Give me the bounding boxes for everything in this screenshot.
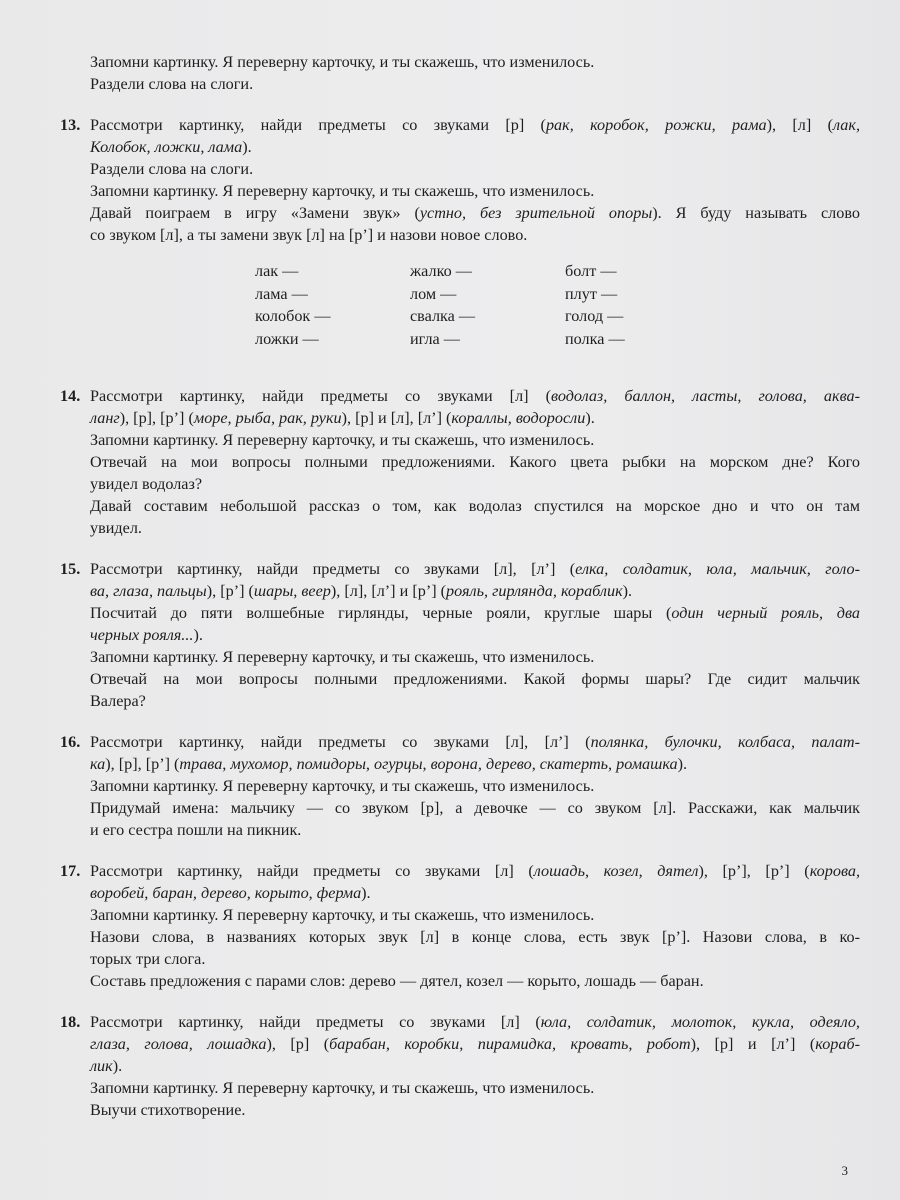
word-column-3 — [565, 260, 625, 350]
word-item: лом — — [410, 284, 457, 303]
exercise-number: 13. — [60, 116, 81, 134]
exercise-17 — [60, 860, 860, 992]
exercise-line: Валера? — [90, 692, 146, 710]
word-item: колобок — — [255, 307, 331, 325]
exercise-line: Запомни картинку. Я переверну карточку, и ты скажешь, что изменилось. — [90, 431, 595, 449]
exercise-line: Отвечай на мои вопросы полными предложениями. Какой формы шары? Где сидит мальчик — [90, 670, 860, 688]
word-table — [90, 260, 860, 366]
page-number: 3 — [841, 1163, 848, 1178]
exercise-line: ланг), [р], [р’] (море, рыба, рак, руки), [р] и [л], [л’] (кораллы, водоросли). — [90, 409, 595, 427]
word-item: игла — — [410, 329, 460, 348]
exercise-line: Отвечай на мои вопросы полными предложениями. Какого цвета рыбки на морском дне? Кого — [90, 453, 860, 471]
exercise-line: Рассмотри картинку, найди предметы со звуками [л] (юла, солдатик, молоток, кукла, одеяло, — [90, 1013, 860, 1031]
exercise-line: ка), [р], [р’] (трава, мухомор, помидоры, огурцы, ворона, дерево, скатерть, ромашка). — [90, 755, 688, 773]
exercise-line: Назови слова, в названиях которых звук [л] в конце слова, есть звук [р’]. Назови слова, в ко- — [90, 928, 860, 946]
exercise-line: глаза, голова, лошадка), [р] (барабан, коробки, пирамидка, кровать, робот), [р] и [л’] (кораб- — [90, 1035, 861, 1053]
page-text — [60, 51, 861, 1121]
exercise-line: Колобок, ложки, лама). — [90, 138, 252, 156]
exercise-line: увидел водолаз? — [90, 475, 203, 493]
exercise-line: Запомни картинку. Я переверну карточку, и ты скажешь, что изменилось. — [90, 906, 595, 924]
exercise-13 — [60, 114, 860, 366]
exercise-number: 18. — [60, 1013, 81, 1031]
exercise-line: Раздели слова на слоги. — [90, 160, 254, 178]
word-item: жалко — — [410, 262, 472, 280]
exercise-line: со звуком [л], а ты замени звук [л] на [р’] и назови новое слово. — [90, 226, 528, 244]
word-item: полка — — [565, 329, 625, 348]
exercise-line: Рассмотри картинку, найди предметы со звуками [л], [л’] (елка, солдатик, юла, мальчик, голо- — [90, 560, 861, 578]
word-item: лак — — [255, 262, 299, 280]
exercise-18 — [60, 1011, 861, 1121]
intro-line-1: Запомни картинку. Я переверну карточку, и ты скажешь, что изменилось. — [90, 53, 595, 71]
exercise-line: лик). — [90, 1057, 123, 1075]
word-item: лама — — [255, 284, 308, 303]
exercise-line: Давай составим небольшой рассказ о том, как водолаз спустился на морское дно и что он там — [90, 497, 860, 515]
exercise-line: Посчитай до пяти волшебные гирлянды, черные рояли, круглые шары (один черный рояль, два — [90, 604, 861, 622]
word-column-2 — [410, 260, 475, 350]
exercise-line: ва, глаза, пальцы), [р’] (шары, веер), [л], [л’] и [р’] (рояль, гирлянда, кораблик). — [90, 582, 633, 600]
exercise-line: и его сестра пошли на пикник. — [90, 821, 302, 839]
word-item: плут — — [565, 284, 618, 303]
exercise-line: увидел. — [90, 519, 142, 537]
exercise-line: воробей, баран, дерево, корыто, ферма). — [90, 884, 371, 902]
exercise-line: торых три слога. — [90, 950, 206, 968]
exercise-number: 14. — [60, 387, 81, 405]
exercise-line: черных рояля...). — [90, 626, 203, 644]
word-item: болт — — [565, 262, 617, 280]
exercise-14 — [60, 385, 860, 539]
exercise-line: Запомни картинку. Я переверну карточку, и ты скажешь, что изменилось. — [90, 1079, 595, 1097]
exercise-line: Рассмотри картинку, найди предметы со звуками [л] (водолаз, баллон, ласты, голова, аква- — [90, 387, 860, 405]
exercise-line: Рассмотри картинку, найди предметы со звуками [л], [л’] (полянка, булочки, колбаса, палат- — [90, 733, 860, 751]
exercise-line: Запомни картинку. Я переверну карточку, и ты скажешь, что изменилось. — [90, 777, 595, 795]
word-item: ложки — — [255, 329, 319, 348]
exercise-line: Запомни картинку. Я переверну карточку, и ты скажешь, что изменилось. — [90, 648, 595, 666]
exercise-number: 16. — [60, 733, 81, 751]
word-column-1 — [255, 260, 331, 350]
exercise-line: Составь предложения с парами слов: дерево — дятел, козел — корыто, лошадь — баран. — [90, 972, 704, 990]
intro-line-2: Раздели слова на слоги. — [90, 75, 254, 93]
exercise-line: Запомни картинку. Я переверну карточку, и ты скажешь, что изменилось. — [90, 182, 595, 200]
word-item: голод — — [565, 307, 624, 325]
exercise-line: Рассмотри картинку, найди предметы со звуками [л] (лошадь, козел, дятел), [р’], [р’] (корова, — [90, 862, 860, 880]
exercise-16 — [60, 731, 860, 841]
word-item: свалка — — [410, 307, 476, 325]
exercise-line: Рассмотри картинку, найди предметы со звуками [р] (рак, коробок, рожки, рама), [л] (лак, — [90, 116, 860, 134]
exercise-15 — [60, 558, 861, 712]
exercise-line: Давай поиграем в игру «Замени звук» (устно, без зрительной опоры). Я буду называть слово — [90, 204, 860, 222]
exercise-line: Выучи стихотворение. — [90, 1101, 246, 1119]
exercise-number: 17. — [60, 862, 81, 880]
exercise-line: Придумай имена: мальчику — со звуком [р], а девочке — со звуком [л]. Расскажи, как мальчик — [90, 799, 860, 817]
exercise-number: 15. — [60, 560, 81, 578]
